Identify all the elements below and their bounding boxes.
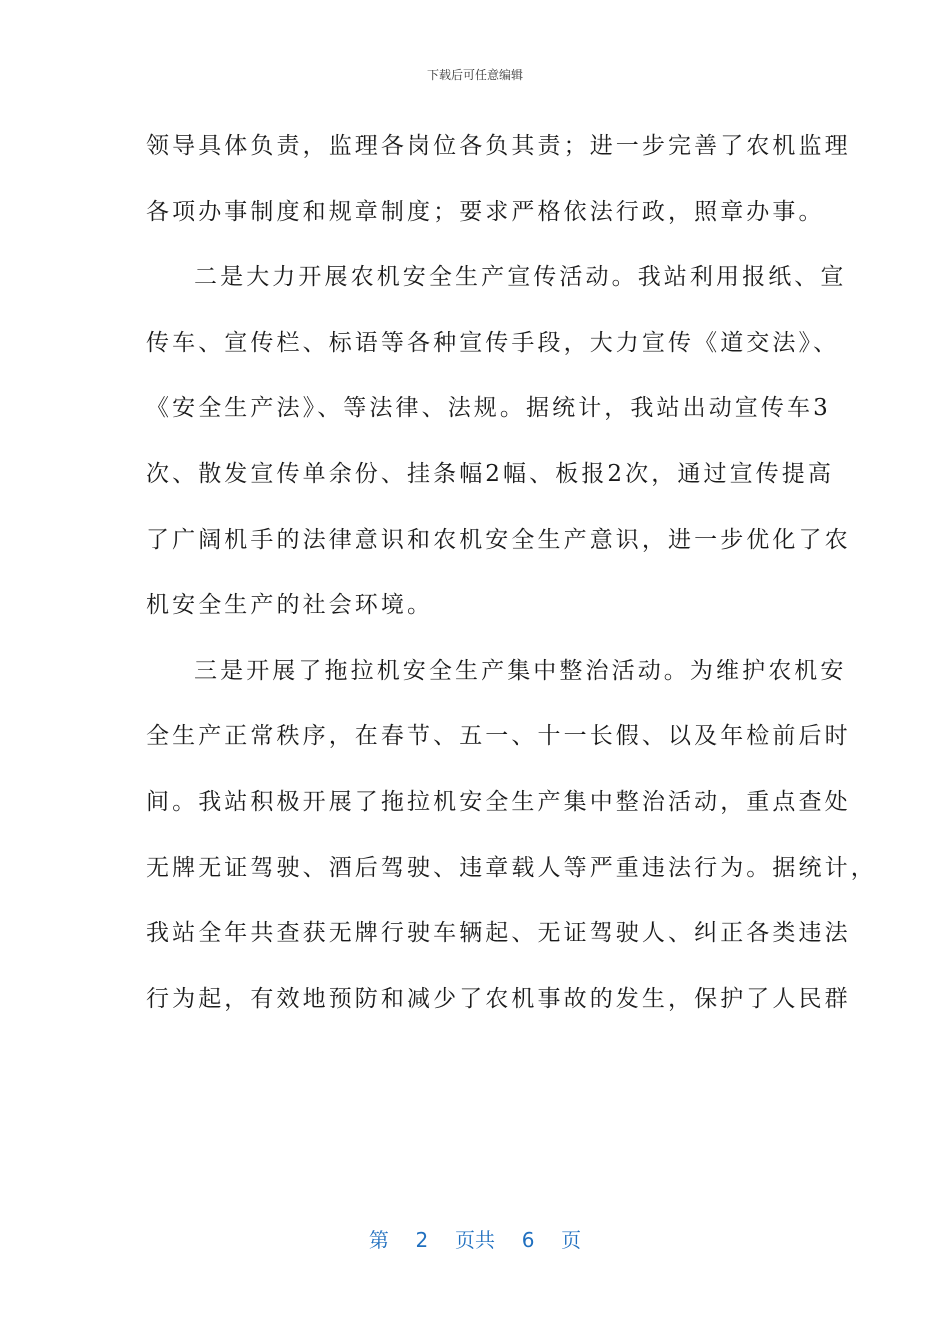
page-mid: 页共 (455, 1228, 495, 1252)
body-line: 次、散发宣传单余份、挂条幅2幅、板报2次，通过宣传提高 (146, 460, 834, 487)
body-line: 三是开展了拖拉机安全生产集中整治活动。为维护农机安 (194, 657, 847, 684)
body-line: 传车、宣传栏、标语等各种宣传手段，大力宣传《道交法》、 (146, 329, 840, 356)
header-note: 下载后可任意编辑 (426, 68, 523, 82)
body-line: 全生产正常秩序，在春节、五一、十一长假、以及年检前后时 (146, 723, 851, 750)
body-line: 各项办事制度和规章制度；要求严格依法行政，照章办事。 (146, 198, 825, 225)
body-line: 机安全生产的社会环境。 (146, 592, 434, 619)
body-line: 二是大力开展农机安全生产宣传活动。我站利用报纸、宣 (194, 264, 847, 291)
total-pages-number: 6 (521, 1228, 535, 1252)
body-line: 了广阔机手的法律意识和农机安全生产意识，进一步优化了农 (146, 526, 851, 553)
body-line: 行为起，有效地预防和减少了农机事故的发生，保护了人民群 (146, 985, 851, 1012)
body-line: 《安全生产法》、等法律、法规。据统计，我站出动宣传车3 (146, 395, 831, 422)
body-line: 领导具体负责，监理各岗位各负其责；进一步完善了农机监理 (146, 133, 851, 159)
body-line: 无牌无证驾驶、酒后驾驶、违章载人等严重违法行为。据统计， (146, 854, 877, 881)
body-line: 间。我站积极开展了拖拉机安全生产集中整治活动，重点查处 (146, 788, 851, 815)
current-page-number: 2 (415, 1228, 429, 1252)
page-prefix: 第 (368, 1228, 389, 1252)
page-suffix: 页 (561, 1228, 582, 1252)
page-footer (0, 1224, 950, 1253)
body-line: 我站全年共查获无牌行驶车辆起、无证驾驶人、纠正各类违法 (146, 920, 851, 947)
document-body (146, 118, 877, 1036)
